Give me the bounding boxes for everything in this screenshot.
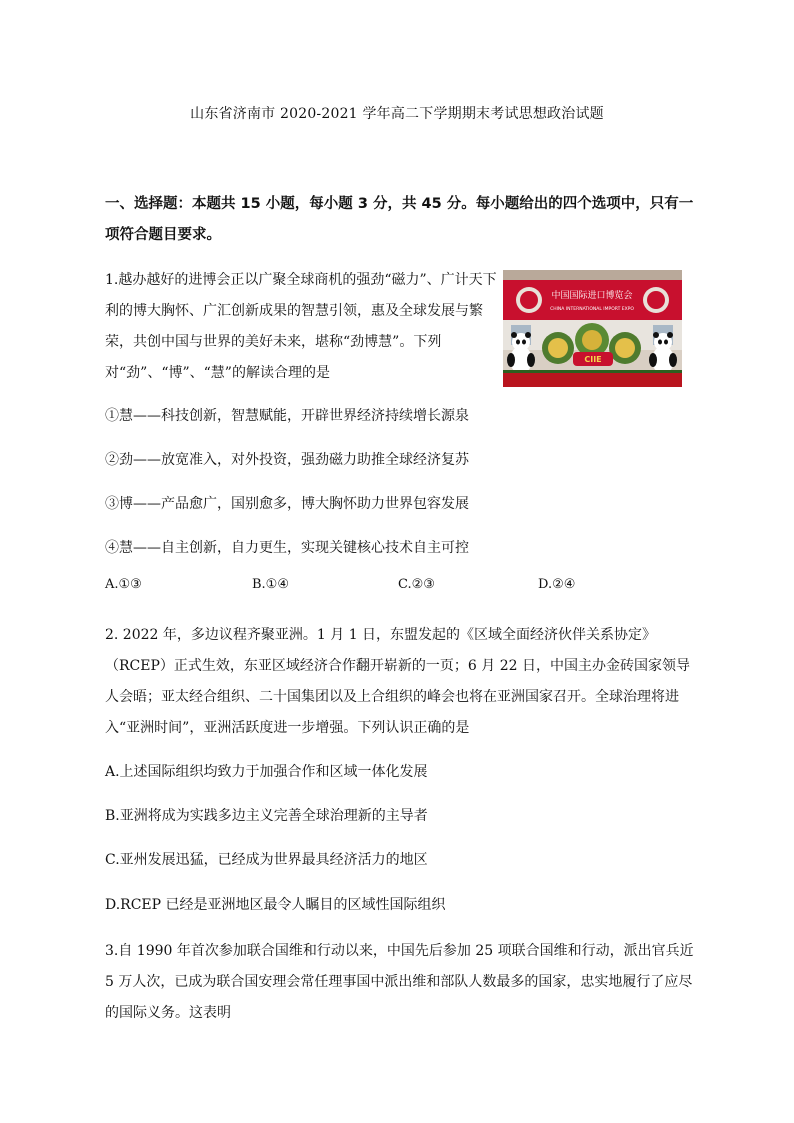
q2-option-c[interactable]: C.亚州发展迅猛，已经成为世界最具经济活力的地区 <box>105 852 428 868</box>
q1-statement-2: ②劲——放宽准入，对外投资，强劲磁力助推全球经济复苏 <box>105 452 469 468</box>
banner-en: CHINA INTERNATIONAL IMPORT EXPO <box>550 307 634 312</box>
question-3-stem: 3.自 1990 年首次参加联合国维和行动以来，中国先后参加 25 项联合国维和行动，派出官兵近 5 万人次，已成为联合国安理会常任理事国中派出维和部队人数最多的国家，忠实地履行了应尽的国际义务。这表明 <box>105 943 694 1021</box>
q1-choices <box>105 577 695 597</box>
question-2-stem: 2. 2022 年，多边议程齐聚亚洲。1 月 1 日，东盟发起的《区域全面经济伙伴关系协定》（RCEP）正式生效，东亚区域经济合作翻开崭新的一页；6 月 22 日，中国主办金砖国家领导人会晤；亚太经合组织、二十国集团以及上合组织的峰会也将在亚洲国家召开。全球治理将进入“亚洲时间”，亚洲活跃度进一步增强。下列认识正确的是 <box>105 627 690 736</box>
q1-choice-c[interactable]: C.②③ <box>398 577 435 592</box>
expo-photo <box>503 270 682 387</box>
q1-statement-4: ④慧——自主创新，自力更生，实现关键核心技术自主可控 <box>105 540 469 556</box>
exam-title: 山东省济南市 2020-2021 学年高二下学期期末考试思想政治试题 <box>190 106 604 122</box>
section-heading: 一、选择题：本题共 15 小题，每小题 3 分，共 45 分。每小题给出的四个选项中，只有一项符合题目要求。 <box>105 196 694 243</box>
q2-option-b[interactable]: B.亚洲将成为实践多边主义完善全球治理新的主导者 <box>105 808 428 824</box>
question-1-stem: 1.越办越好的进博会正以广聚全球商机的强劲“磁力”、广计天下利的博大胸怀、广汇创新成果的智慧引领，惠及全球发展与繁荣，共创中国与世界的美好未来，堪称“劲博慧”。下列对“劲”、“博”、“慧”的解读合理的是 <box>105 272 497 381</box>
sculpture-text: CIIE <box>584 355 602 364</box>
q1-choice-a[interactable]: A.①③ <box>105 577 142 592</box>
q1-statement-3: ③博——产品愈广，国别愈多，博大胸怀助力世界包容发展 <box>105 496 469 512</box>
q1-choice-b[interactable]: B.①④ <box>252 577 289 592</box>
q1-statement-1: ①慧——科技创新，智慧赋能，开辟世界经济持续增长源泉 <box>105 408 469 424</box>
q2-option-d[interactable]: D.RCEP 已经是亚洲地区最令人瞩目的区域性国际组织 <box>105 897 446 913</box>
banner-cn: 中国国际进口博览会 <box>551 291 633 301</box>
q1-choice-d[interactable]: D.②④ <box>538 577 576 592</box>
q2-option-a[interactable]: A.上述国际组织均致力于加强合作和区域一体化发展 <box>105 764 428 780</box>
